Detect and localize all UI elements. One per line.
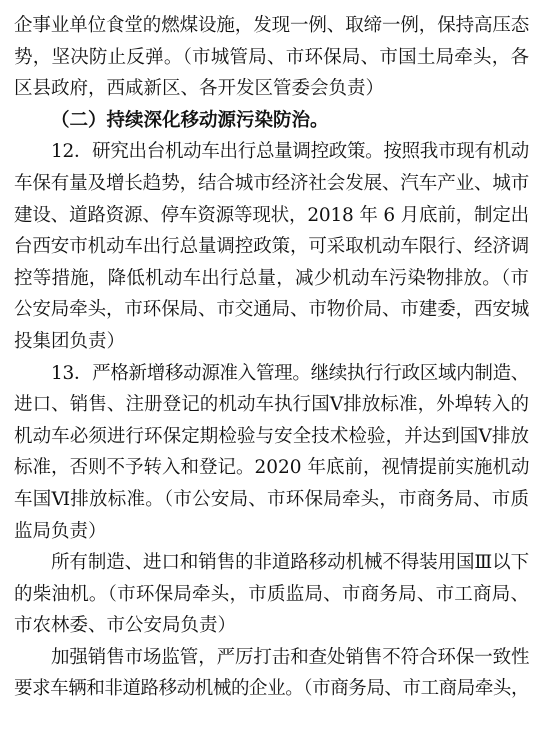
text-line: 的柴油机。（市环保局牵头，市质监局、市商务局、市工商局、 (14, 583, 529, 605)
text-line: 所有制造、进口和销售的非道路移动机械不得装用国Ⅲ以下 (51, 552, 529, 574)
text-line: 12．研究出台机动车出行总量调控政策。按照我市现有机动 (51, 141, 529, 163)
text-line: 要求车辆和非道路移动机械的企业。（市商务局、市工商局牵头， (14, 678, 529, 700)
heading-text: （二）持续深化移动源污染防治。 (51, 109, 329, 131)
section-heading (14, 105, 529, 137)
paragraph-non-road-machinery (14, 547, 529, 642)
text-line: 势，坚决防止反弹。（市城管局、市环保局、市国土局牵头，各 (14, 46, 529, 68)
text-line: 台西安市机动车出行总量调控政策，可采取机动车限行、经济调 (14, 236, 530, 258)
text-line: 建设、道路资源、停车资源等现状，2018 年 6 月底前，制定出 (14, 204, 529, 226)
text-line: 13．严格新增移动源准入管理。继续执行行政区域内制造、 (51, 362, 529, 384)
text-line: 区县政府，西咸新区、各开发区管委会负责） (14, 78, 385, 100)
paragraph-coal-facilities (14, 10, 529, 105)
text-line: 市农林委、市公安局负责） (14, 615, 237, 637)
text-line: 机动车必须进行环保定期检验与安全技术检验，并达到国Ⅴ排放 (14, 425, 529, 447)
paragraph-item-12 (14, 136, 529, 357)
text-line: 控等措施，降低机动车出行总量，减少机动车污染物排放。（市 (14, 267, 529, 289)
text-line: 监局负责） (14, 520, 107, 542)
text-line: 企事业单位食堂的燃煤设施，发现一例、取缔一例，保持高压态 (14, 15, 530, 36)
paragraph-market-supervision (14, 642, 529, 705)
text-line: 标准，否则不予转入和登记。2020 年底前，视情提前实施机动 (14, 457, 530, 479)
text-line: 加强销售市场监管，严厉打击和查处销售不符合环保一致性 (51, 646, 530, 668)
text-line: 车国Ⅵ排放标准。（市公安局、市环保局牵头，市商务局、市质 (14, 488, 529, 510)
paragraph-item-13 (14, 358, 529, 548)
text-line: 进口、销售、注册登记的机动车执行国Ⅴ排放标准，外埠转入的 (14, 394, 529, 416)
text-line: 投集团负责） (14, 330, 126, 352)
text-line: 车保有量及增长趋势，结合城市经济社会发展、汽车产业、城市 (14, 172, 530, 194)
text-line: 公安局牵头，市环保局、市交通局、市物价局、市建委，西安城 (14, 299, 530, 321)
